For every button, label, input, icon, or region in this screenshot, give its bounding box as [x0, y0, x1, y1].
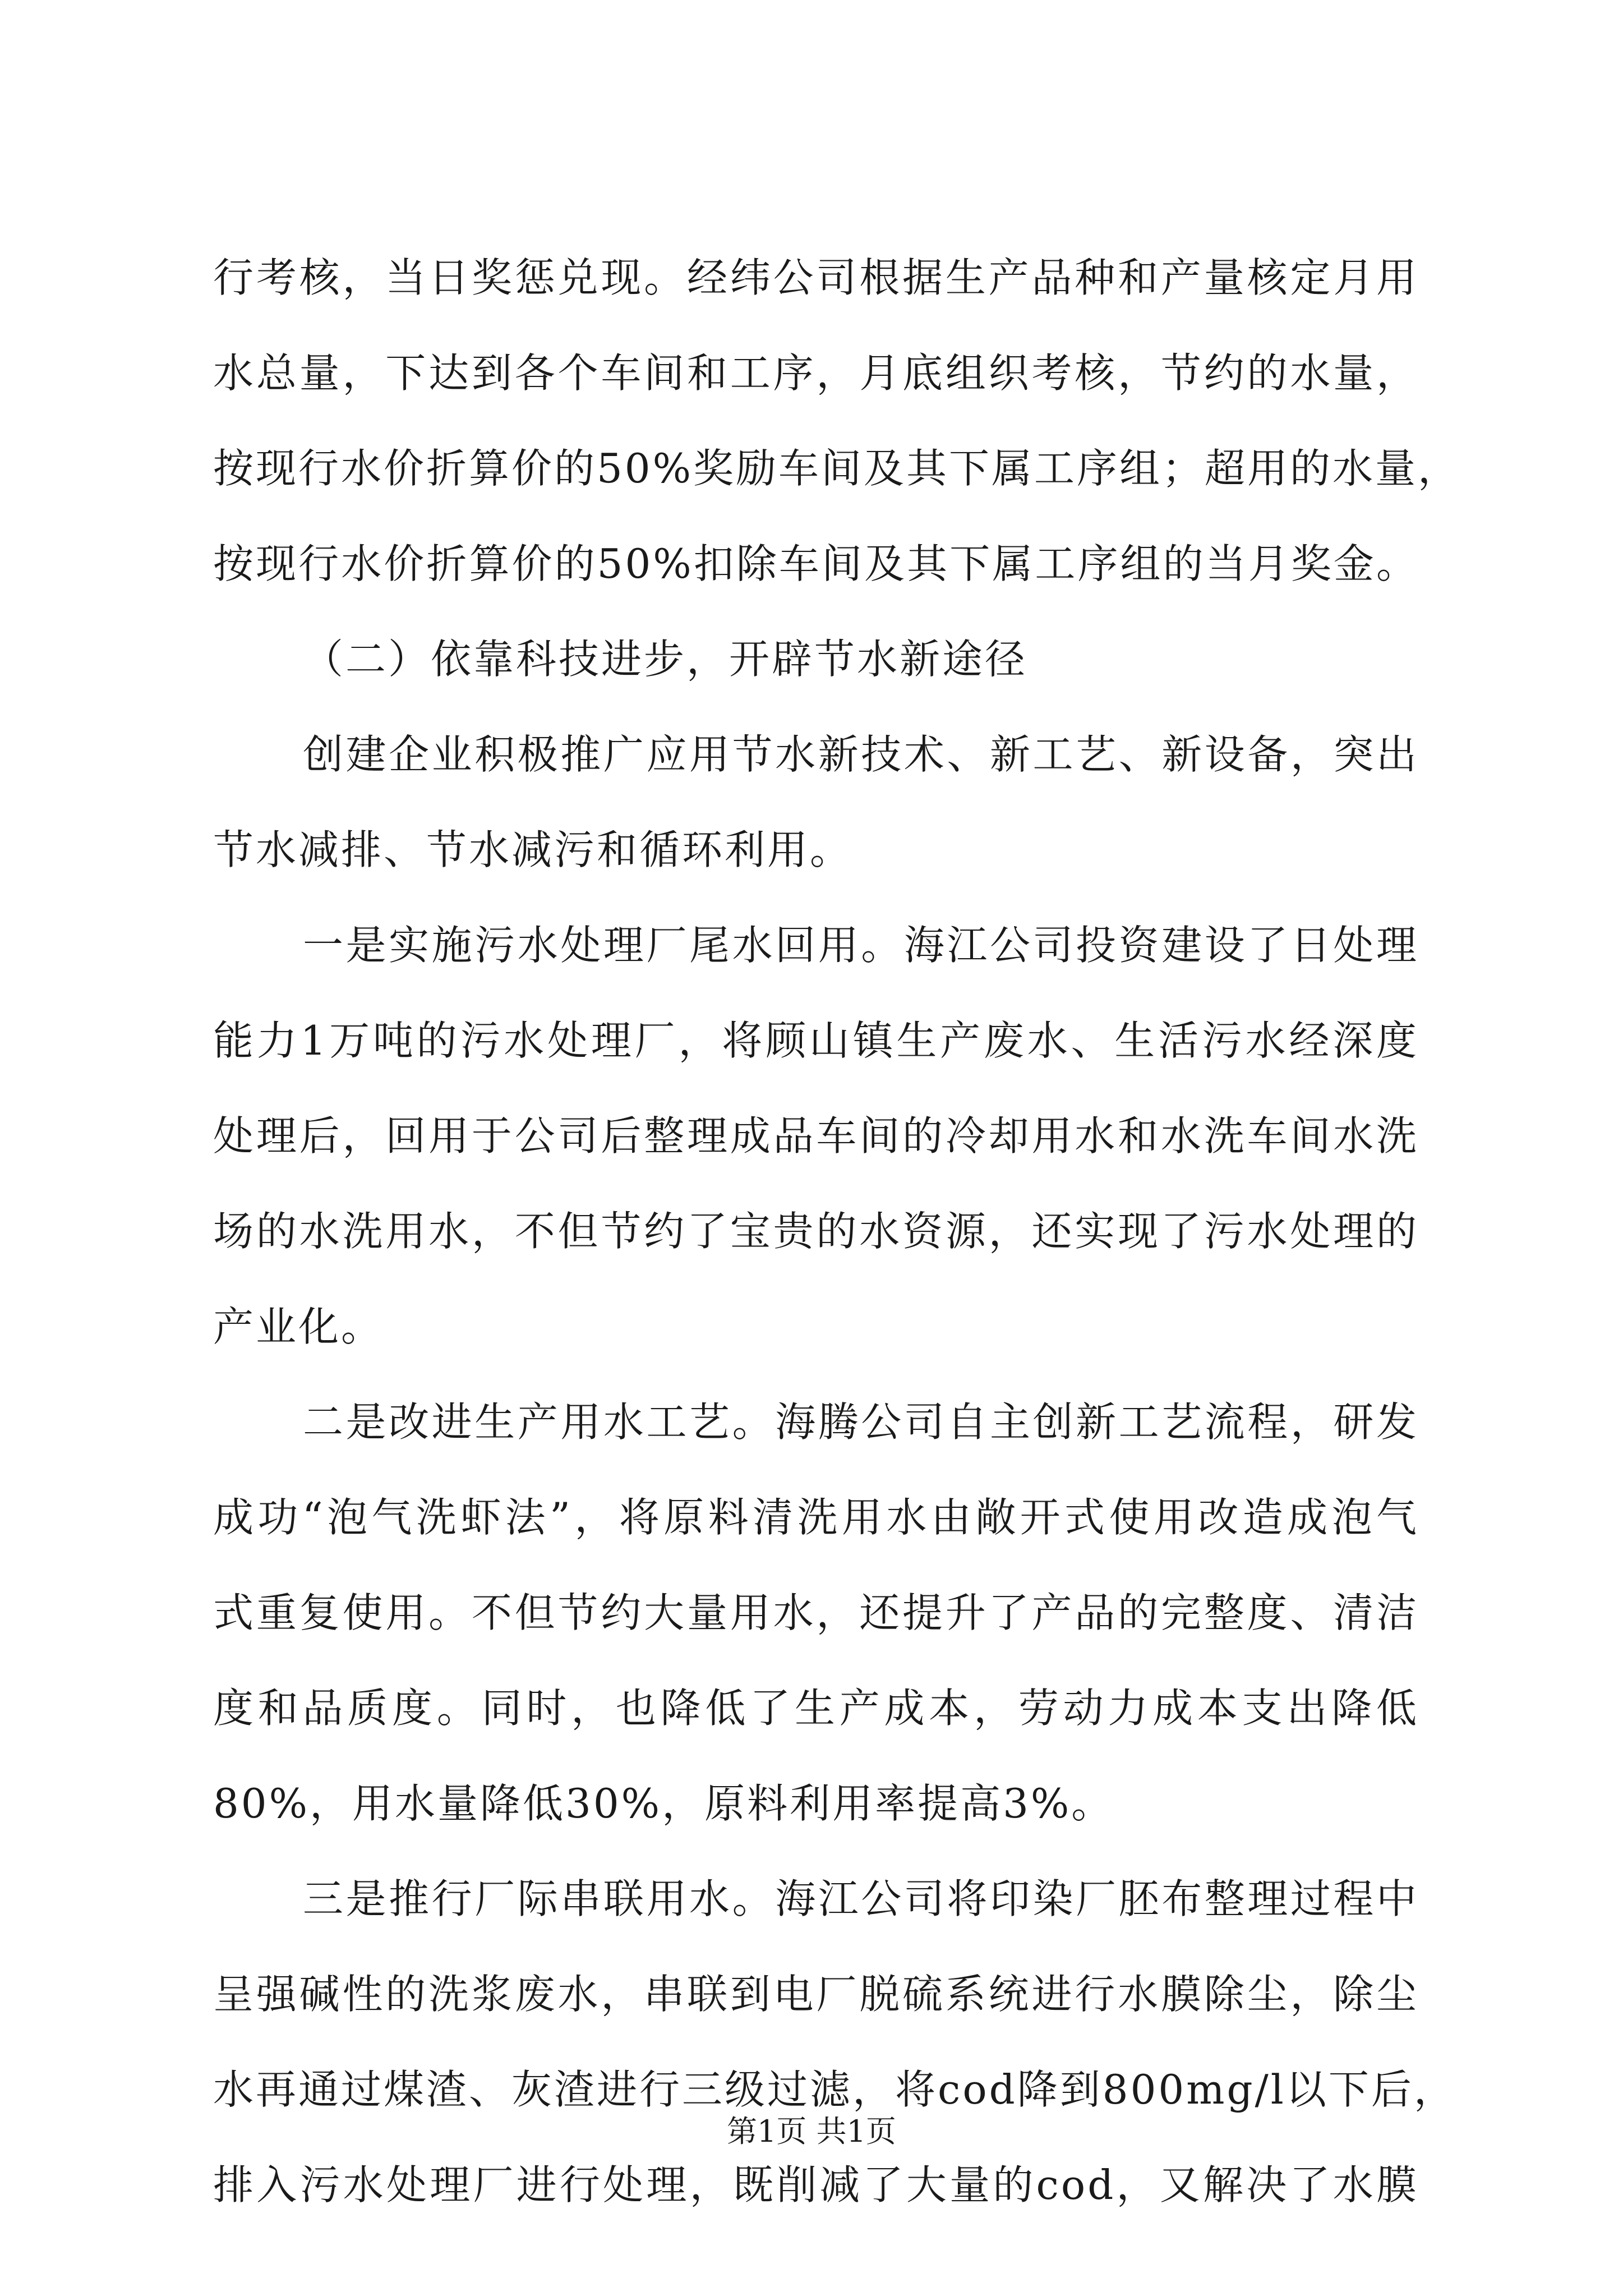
text-line: 按现行水价折算价的50%奖励车间及其下属工序组；超用的水量， [213, 445, 1461, 492]
text-line: 水再通过煤渣、灰渣进行三级过滤，将cod降到800mg/l以下后， [213, 2066, 1456, 2113]
text-line: 处理后，回用于公司后整理成品车间的冷却用水和水洗车间水洗 [213, 1112, 1419, 1159]
text-line: 排入污水处理厂进行处理，既削减了大量的cod，又解决了水膜 [213, 2161, 1419, 2208]
text-line: 二是改进生产用水工艺。海腾公司自主创新工艺流程，研发 [303, 1398, 1419, 1446]
text-line: 场的水洗用水，不但节约了宝贵的水资源，还实现了污水处理的 [213, 1208, 1419, 1255]
text-line: 三是推行厂际串联用水。海江公司将印染厂胚布整理过程中 [303, 1875, 1419, 1922]
text-line: 度和品质度。同时，也降低了生产成本，劳动力成本支出降低 [213, 1685, 1419, 1732]
text-line: 成功“泡气洗虾法”，将原料清洗用水由敞开式使用改造成泡气 [213, 1494, 1419, 1541]
section-heading: （二）依靠科技进步，开辟节水新途径 [303, 636, 1028, 683]
text-line: 水总量，下达到各个车间和工序，月底组织考核，节约的水量， [213, 349, 1419, 397]
text-line: 节水减排、节水减污和循环利用。 [213, 826, 853, 873]
text-line: 行考核，当日奖惩兑现。经纬公司根据生产品种和产量核定月用 [213, 254, 1419, 301]
text-line: 按现行水价折算价的50%扣除车间及其下属工序组的当月奖金。 [213, 540, 1419, 587]
page-number-footer: 第1页 共1页 [727, 2114, 896, 2149]
text-line: 式重复使用。不但节约大量用水，还提升了产品的完整度、清洁 [213, 1589, 1419, 1636]
text-line: 80%，用水量降低30%，原料利用率提高3%。 [213, 1780, 1114, 1827]
text-line: 呈强碱性的洗浆废水，串联到电厂脱硫系统进行水膜除尘，除尘 [213, 1971, 1419, 2018]
text-line: 能力1万吨的污水处理厂，将顾山镇生产废水、生活污水经深度 [213, 1017, 1419, 1064]
text-line: 一是实施污水处理厂尾水回用。海江公司投资建设了日处理 [303, 922, 1419, 969]
text-line: 创建企业积极推广应用节水新技术、新工艺、新设备，突出 [303, 731, 1419, 778]
text-line: 产业化。 [213, 1303, 384, 1350]
